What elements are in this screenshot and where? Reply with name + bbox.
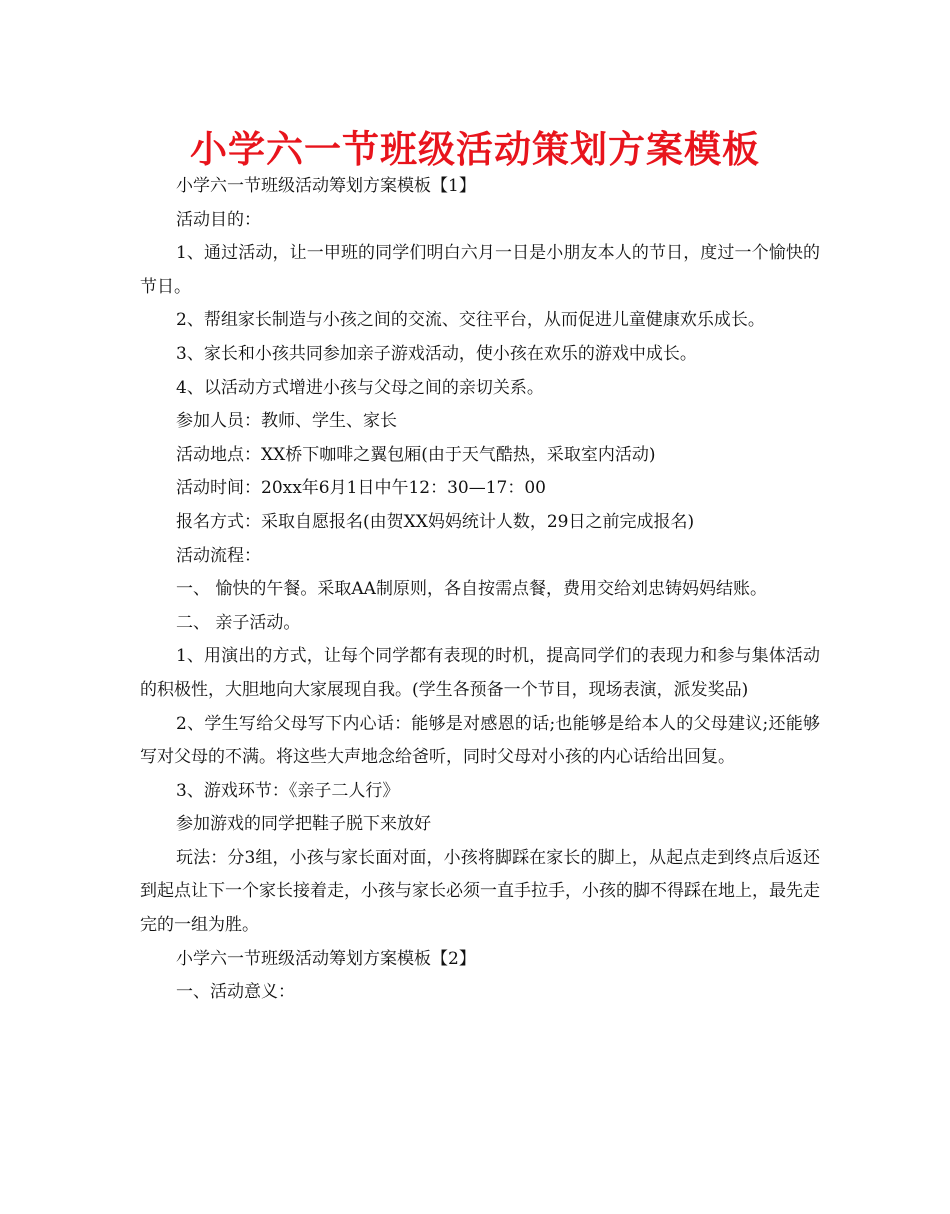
paragraph: 小学六一节班级活动筹划方案模板【1】 (176, 176, 476, 196)
paragraph: 参加游戏的同学把鞋子脱下来放好 (176, 814, 431, 835)
paragraph: 活动地点：XX桥下咖啡之翼包厢(由于天气酷热，采取室内活动) (176, 444, 656, 465)
document-body (140, 170, 820, 1010)
paragraph: 活动时间：20xx年6月1日中午12：30—17：00 (176, 478, 546, 499)
paragraph: 一、 愉快的午餐。采取AA制原则，各自按需点餐，费用交给刘忠铸妈妈结账。 (176, 579, 767, 600)
paragraph: 3、家长和小孩共同参加亲子游戏活动，使小孩在欢乐的游戏中成长。 (176, 343, 697, 364)
paragraph: 3、游戏环节：《亲子二人行》 (176, 780, 400, 801)
paragraph: 2、帮组家长制造与小孩之间的交流、交往平台，从而促进儿童健康欢乐成长。 (176, 310, 765, 331)
paragraph: 参加人员：教师、学生、家长 (176, 411, 397, 432)
paragraph: 1、用演出的方式，让每个同学都有表现的时机，提高同学们的表现力和参与集体活动的积极性，大胆地向大家展现自我。(学生各预备一个节目，现场表演，派发奖品) (140, 646, 820, 700)
document-title: 小学六一节班级活动策划方案模板 (190, 128, 760, 171)
paragraph: 二、 亲子活动。 (176, 612, 301, 633)
paragraph: 小学六一节班级活动筹划方案模板【2】 (176, 948, 476, 969)
paragraph: 1、通过活动，让一甲班的同学们明白六月一日是小朋友本人的节日，度过一个愉快的节日。 (140, 243, 820, 297)
paragraph: 活动流程： (176, 545, 261, 566)
paragraph: 2、学生写给父母写下内心话：能够是对感恩的话;也能够是给本人的父母建议;还能够写对父母的不满。将这些大声地念给爸听，同时父母对小孩的内心话给出回复。 (140, 713, 820, 768)
paragraph: 玩法：分3组，小孩与家长面对面，小孩将脚踩在家长的脚上，从起点走到终点后返还到起点让下一个家长接着走，小孩与家长必须一直手拉手，小孩的脚不得踩在地上，最先走完的一组为胜。 (140, 847, 820, 936)
paragraph: 一、活动意义： (176, 982, 295, 1003)
paragraph: 4、以活动方式增进小孩与父母之间的亲切关系。 (176, 377, 544, 398)
paragraph: 报名方式：采取自愿报名(由贺XX妈妈统计人数，29日之前完成报名) (176, 511, 695, 532)
paragraph: 活动目的： (176, 209, 261, 230)
